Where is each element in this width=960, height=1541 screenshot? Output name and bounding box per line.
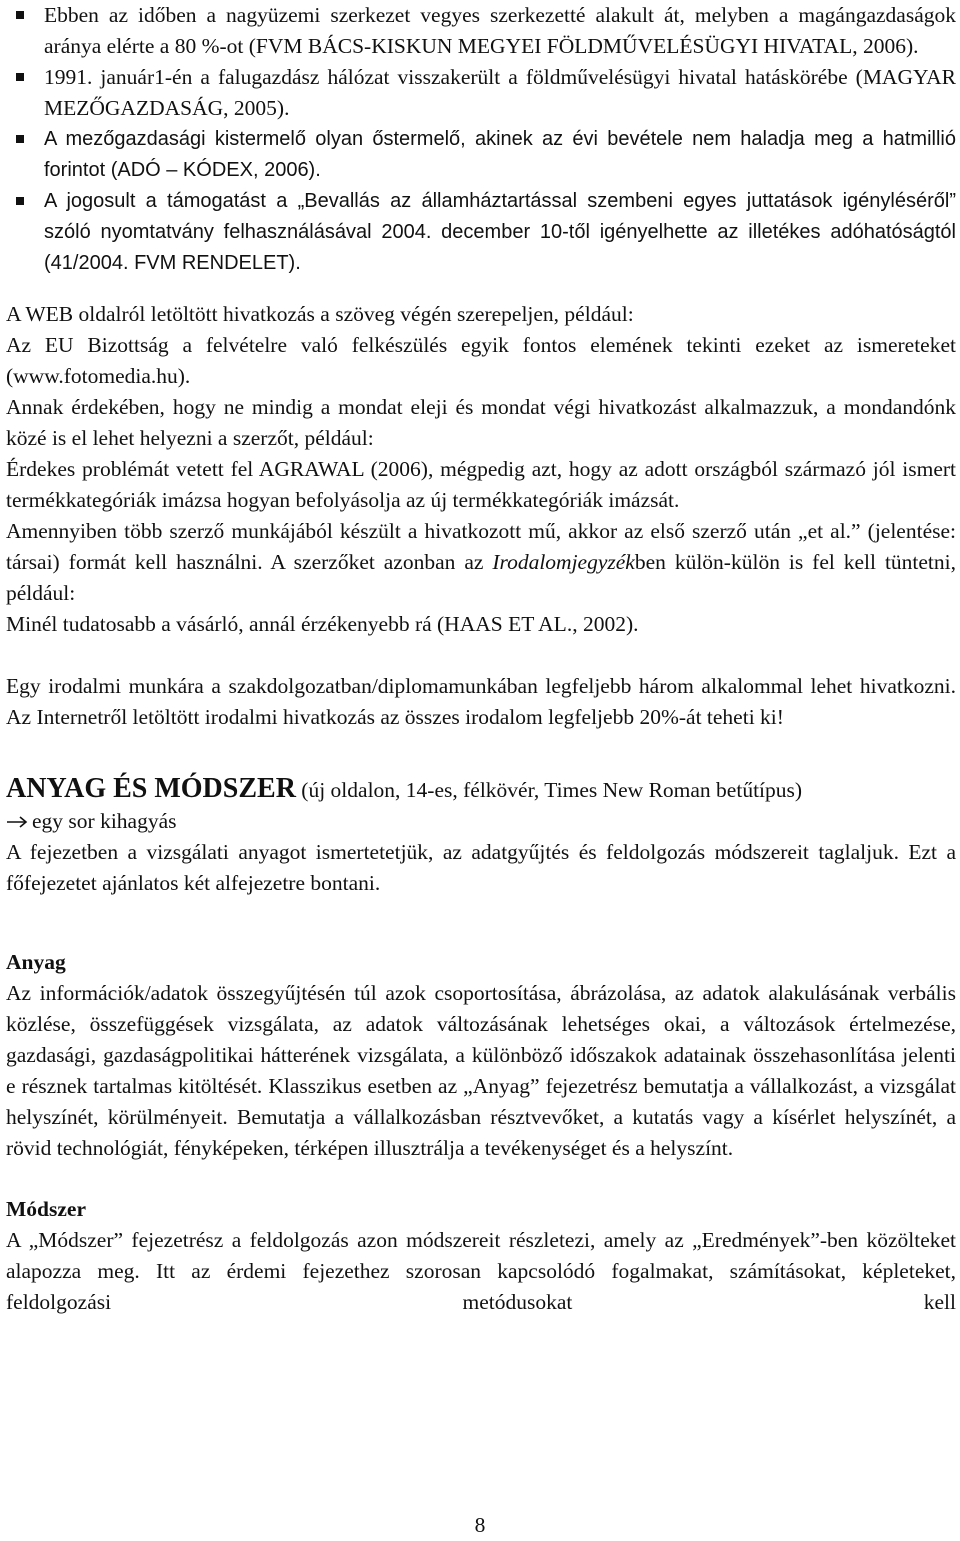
square-bullet-icon bbox=[16, 73, 24, 81]
paragraph-anyag: Az információk/adatok összegyűjtésén túl azok csoportosítása, ábrázolása, az adatok alakulásának verbális közlése, összefüggések vizsgálata, az adatok változásának lehetséges okai, a változások értelmezése, gazdasági, gazdaságpolitikai hátterének vizsgálata, a különböző időszakok adatainak összehasonlítása jelenti e résznek tartalmas kitöltését. Klasszikus esetben az „Anyag” fejezetrész bemutatja a vállalkozást, a vizsgálat helyszínét, körülményeit. Bemutatja a vállalkozásban résztvevőket, a kutatás vagy a kísérlet helyszínét, a rövid technológiát, fényképeken, térképen illusztrálja a tevékenységet és a helyszínt. bbox=[6, 981, 956, 1160]
bullet-item bbox=[6, 124, 956, 186]
heading-note: (új oldalon, 14-es, félkövér, Times New Roman betűtípus) bbox=[295, 778, 803, 802]
paragraph-web: A WEB oldalról letöltött hivatkozás a szöveg végén szerepeljen, például: bbox=[6, 302, 634, 326]
paragraph-annak: Annak érdekében, hogy ne mindig a mondat eleji és mondat végi hivatkozást alkalmazzuk, a mondandónk közé is el lehet helyezni a szerzőt, például: bbox=[6, 395, 956, 450]
paragraph-erdekes: Érdekes problémát vetett fel AGRAWAL (2006), mégpedig azt, hogy az adott országból származó jól ismert termékkategóriák imázsa hogyan befolyásolja az új termékkategóriák imázsát. bbox=[6, 457, 956, 512]
subheading-anyag: Anyag bbox=[6, 950, 66, 974]
bullet-item bbox=[6, 186, 956, 279]
document-page bbox=[6, 0, 956, 1318]
spacer bbox=[6, 899, 956, 947]
square-bullet-icon bbox=[16, 197, 24, 205]
square-bullet-icon bbox=[16, 135, 24, 143]
heading-title: ANYAG ÉS MÓDSZER bbox=[6, 773, 296, 804]
paragraph-egy: Egy irodalmi munkára a szakdolgozatban/diplomamunkában legfeljebb három alkalommal lehet hivatkozni. Az Internetről letöltött irodalmi hivatkozás az összes irodalom legfeljebb 20%-át teheti ki! bbox=[6, 674, 956, 729]
paragraph-amennyiben: Amennyiben több szerző munkájából készült a hivatkozott mű, akkor az első szerző után „et al.” (jelentése: társai) formát kell használni. A szerzőket azonban az Irodalomjegyzékben külön-külön is fel kell tüntetni, például: bbox=[6, 519, 957, 605]
bullet-text: A mezőgazdasági kistermelő olyan őstermelő, akinek az évi bevétele nem haladja meg a hatmillió forintot (ADÓ – KÓDEX, 2006). bbox=[44, 128, 956, 181]
spacer bbox=[6, 640, 956, 671]
bullet-text: Ebben az időben a nagyüzemi szerkezet vegyes szerkezetté alakult át, melyben a magángazdaságok aránya elérte a 80 %-ot (FVM BÁCS-KISKUN MEGYEI FÖLDMŰVELÉSÜGYI HIVATAL, 2006). bbox=[44, 3, 956, 58]
bullet-text: 1991. január1-én a falugazdász hálózat visszakerült a földművelésügyi hivatal hatáskörébe (MAGYAR MEZŐGAZDASÁG, 2005). bbox=[44, 65, 956, 120]
paragraph-modszer: A „Módszer” fejezetrész a feldolgozás azon módszereit részletezi, amely az „Eredmények”-ben közölteket alapozza meg. Itt az érdemi fejezethez szorosan kapcsolódó fogalmakat, számításokat, képleteket, feldolgozási metódusokat kell bbox=[6, 1228, 956, 1314]
bullet-item bbox=[6, 62, 956, 124]
spacer bbox=[6, 733, 956, 773]
subheading-modszer: Módszer bbox=[6, 1197, 86, 1221]
spacer bbox=[6, 1164, 956, 1194]
bullet-text: A jogosult a támogatást a „Bevallás az államháztartással szembeni egyes juttatások igényléséről” szóló nyomtatvány felhasználásával 2004. december 10-től igényelhette az illetékes adóhatóságtól (41/2004. FVM RENDELET). bbox=[44, 190, 956, 274]
paragraph-eu: Az EU Bizottság a felvételre való felkészülés egyik fontos elemének tekinti ezeket az ismereteket (www.fotomedia.hu). bbox=[6, 333, 956, 388]
italic-term: Irodalomjegyzék bbox=[492, 550, 635, 574]
square-bullet-icon bbox=[16, 11, 24, 19]
section-heading bbox=[6, 773, 956, 806]
paragraph-minel: Minél tudatosabb a vásárló, annál érzékenyebb rá (HAAS ET AL., 2002). bbox=[6, 612, 639, 636]
arrow-line-text: egy sor kihagyás bbox=[32, 809, 177, 833]
page-number: 8 bbox=[474, 1513, 486, 1537]
paragraph-fejezet: A fejezetben a vizsgálati anyagot ismertetetjük, az adatgyűjtés és feldolgozás módszereit taglaljuk. Ezt a főfejezetet ajánlatos két alfejezetre bontani. bbox=[6, 840, 956, 895]
arrow-right-icon bbox=[6, 806, 32, 837]
bullet-list bbox=[6, 0, 956, 279]
bullet-item bbox=[6, 0, 956, 62]
arrow-line bbox=[6, 806, 956, 837]
spacer bbox=[6, 279, 956, 299]
